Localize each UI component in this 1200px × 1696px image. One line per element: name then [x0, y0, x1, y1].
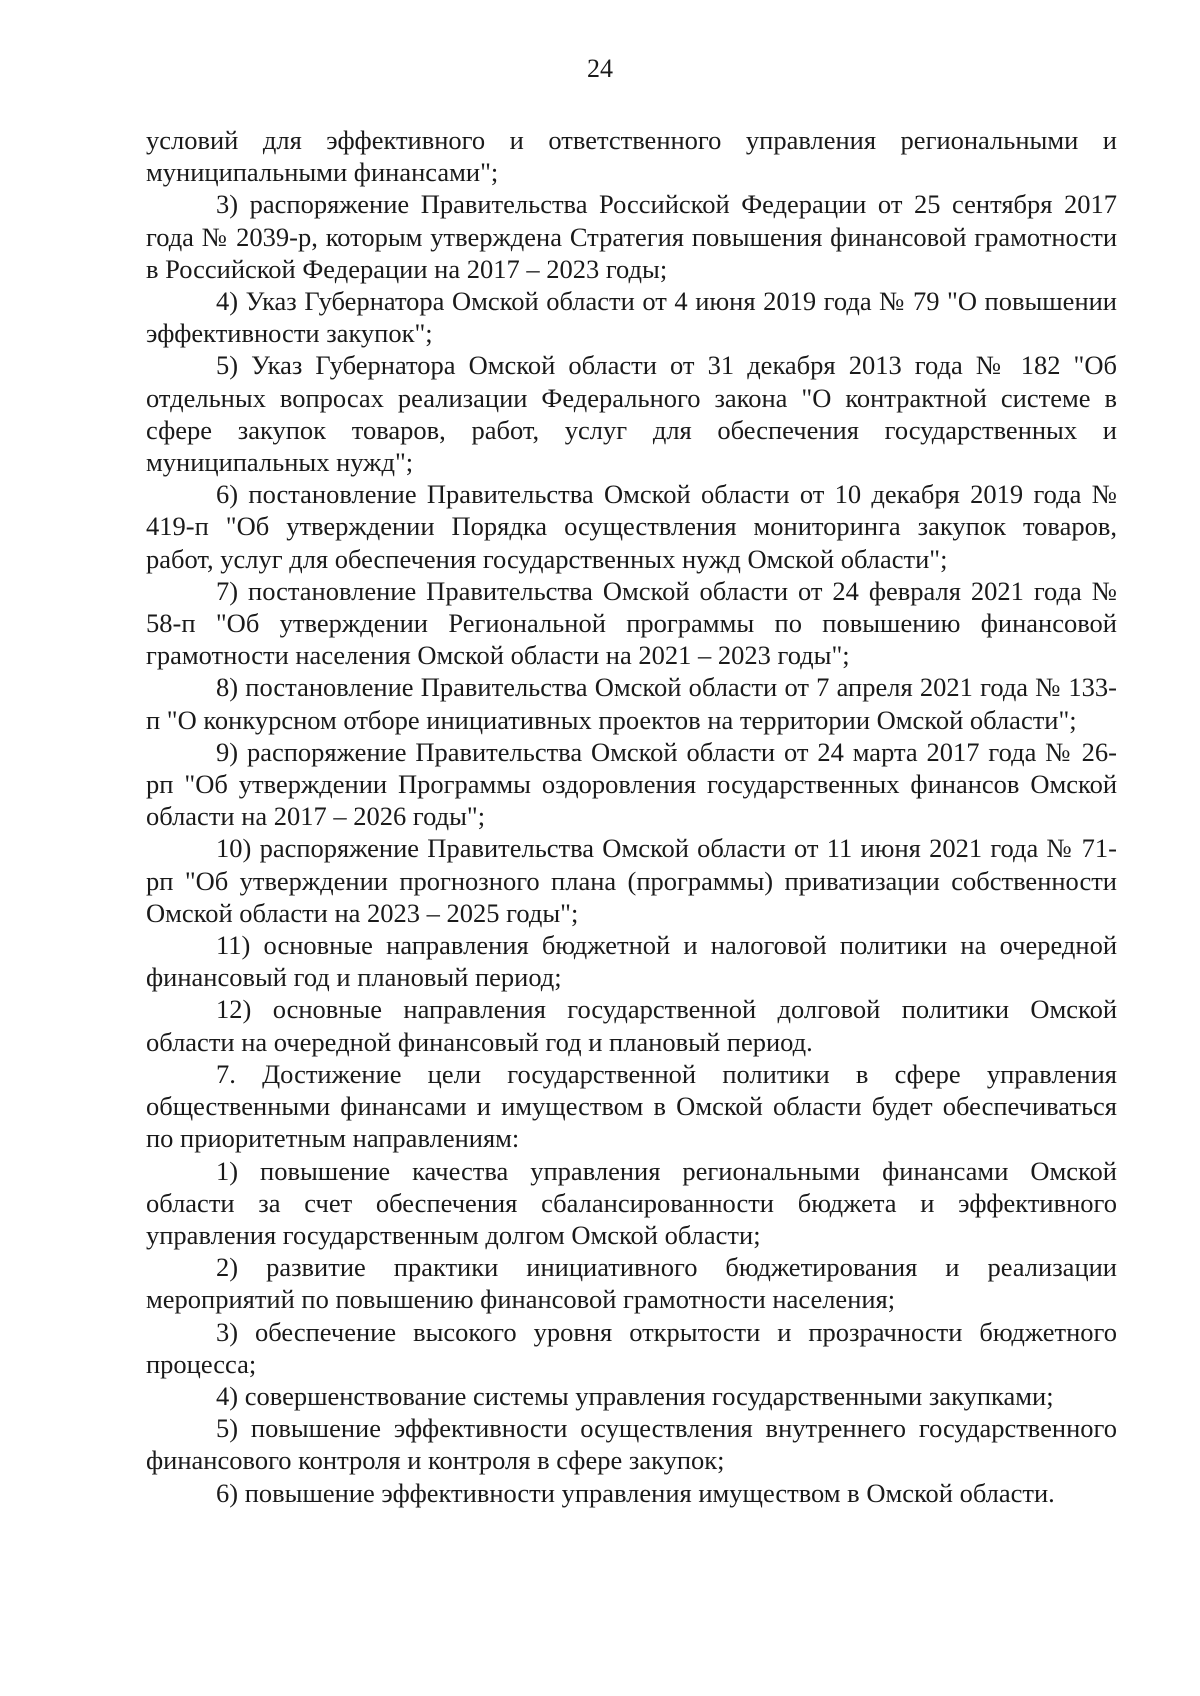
priority-item-6: 6) повышение эффективности управления имуществом в Омской области.: [216, 1477, 1055, 1508]
list-item-8-resolution: 8) постановление Правительства Омской области от 7 апреля 2021 года № 133-п "О конкурсном отборе инициативных проектов на территории Омской области";: [146, 672, 1117, 735]
list-item-7-resolution: 7) постановление Правительства Омской области от 24 февраля 2021 года № 58-п "Об утверждении Региональной программы по повышению финансовой грамотности населения Омской области на 2021 – 2023 годы";: [146, 575, 1117, 671]
priority-item-5: 5) повышение эффективности осуществления внутреннего государственного финансового контроля и контроля в сфере закупок;: [146, 1413, 1117, 1476]
list-item-4-governor-decree: 4) Указ Губернатора Омской области от 4 июня 2019 года № 79 "О повышении эффективности закупок";: [146, 286, 1117, 349]
priority-item-3: 3) обеспечение высокого уровня открытости и прозрачности бюджетного процесса;: [146, 1316, 1117, 1379]
list-item-10-order: 10) распоряжение Правительства Омской области от 11 июня 2021 года № 71-рп "Об утверждении прогнозного плана (программы) приватизации собственности Омской области на 2023 – 2025 годы";: [146, 833, 1117, 928]
list-item-3-federal-order: 3) распоряжение Правительства Российской Федерации от 25 сентября 2017 года № 2039-р, которым утверждена Стратегия повышения финансовой грамотности в Российской Федерации на 2017 – 2023 годы;: [146, 189, 1117, 284]
list-item-9-order: 9) распоряжение Правительства Омской области от 24 марта 2017 года № 26-рп "Об утверждении Программы оздоровления государственных финансов Омской области на 2017 – 2026 годы";: [146, 736, 1117, 832]
list-item-11-budget-policy: 11) основные направления бюджетной и налоговой политики на очередной финансовый год и плановый период;: [146, 930, 1117, 993]
section-7-intro: 7. Достижение цели государственной политики в сфере управления общественными финансами и имуществом в Омской области будет обеспечиваться по приоритетным направлениям:: [146, 1058, 1117, 1154]
paragraph-continuation: условий для эффективного и ответственного управления региональными и муниципальными финансами";: [146, 125, 1117, 188]
priority-item-1: 1) повышение качества управления региональными финансами Омской области за счет обеспечения сбалансированности бюджета и эффективного управления государственным долгом Омской области;: [146, 1155, 1117, 1250]
list-item-12-debt-policy: 12) основные направления государственной долговой политики Омской области на очередной финансовый год и плановый период.: [146, 994, 1117, 1057]
priority-item-2: 2) развитие практики инициативного бюджетирования и реализации мероприятий по повышению финансовой грамотности населения;: [146, 1252, 1117, 1315]
list-item-6-resolution: 6) постановление Правительства Омской области от 10 декабря 2019 года № 419-п "Об утверждении Порядка осуществления мониторинга закупок товаров, работ, услуг для обеспечения государственных нужд Омской области";: [146, 479, 1117, 574]
document-body: [146, 124, 1117, 1509]
page-number: 24: [587, 54, 613, 83]
priority-item-4: 4) совершенствование системы управления государственными закупками;: [216, 1380, 1054, 1411]
list-item-5-governor-decree: 5) Указ Губернатора Омской области от 31 декабря 2013 года № 182 "Об отдельных вопросах реализации Федерального закона "О контрактной системе в сфере закупок товаров, работ, услуг для обеспечения государственных и муниципальных нужд";: [146, 350, 1117, 478]
